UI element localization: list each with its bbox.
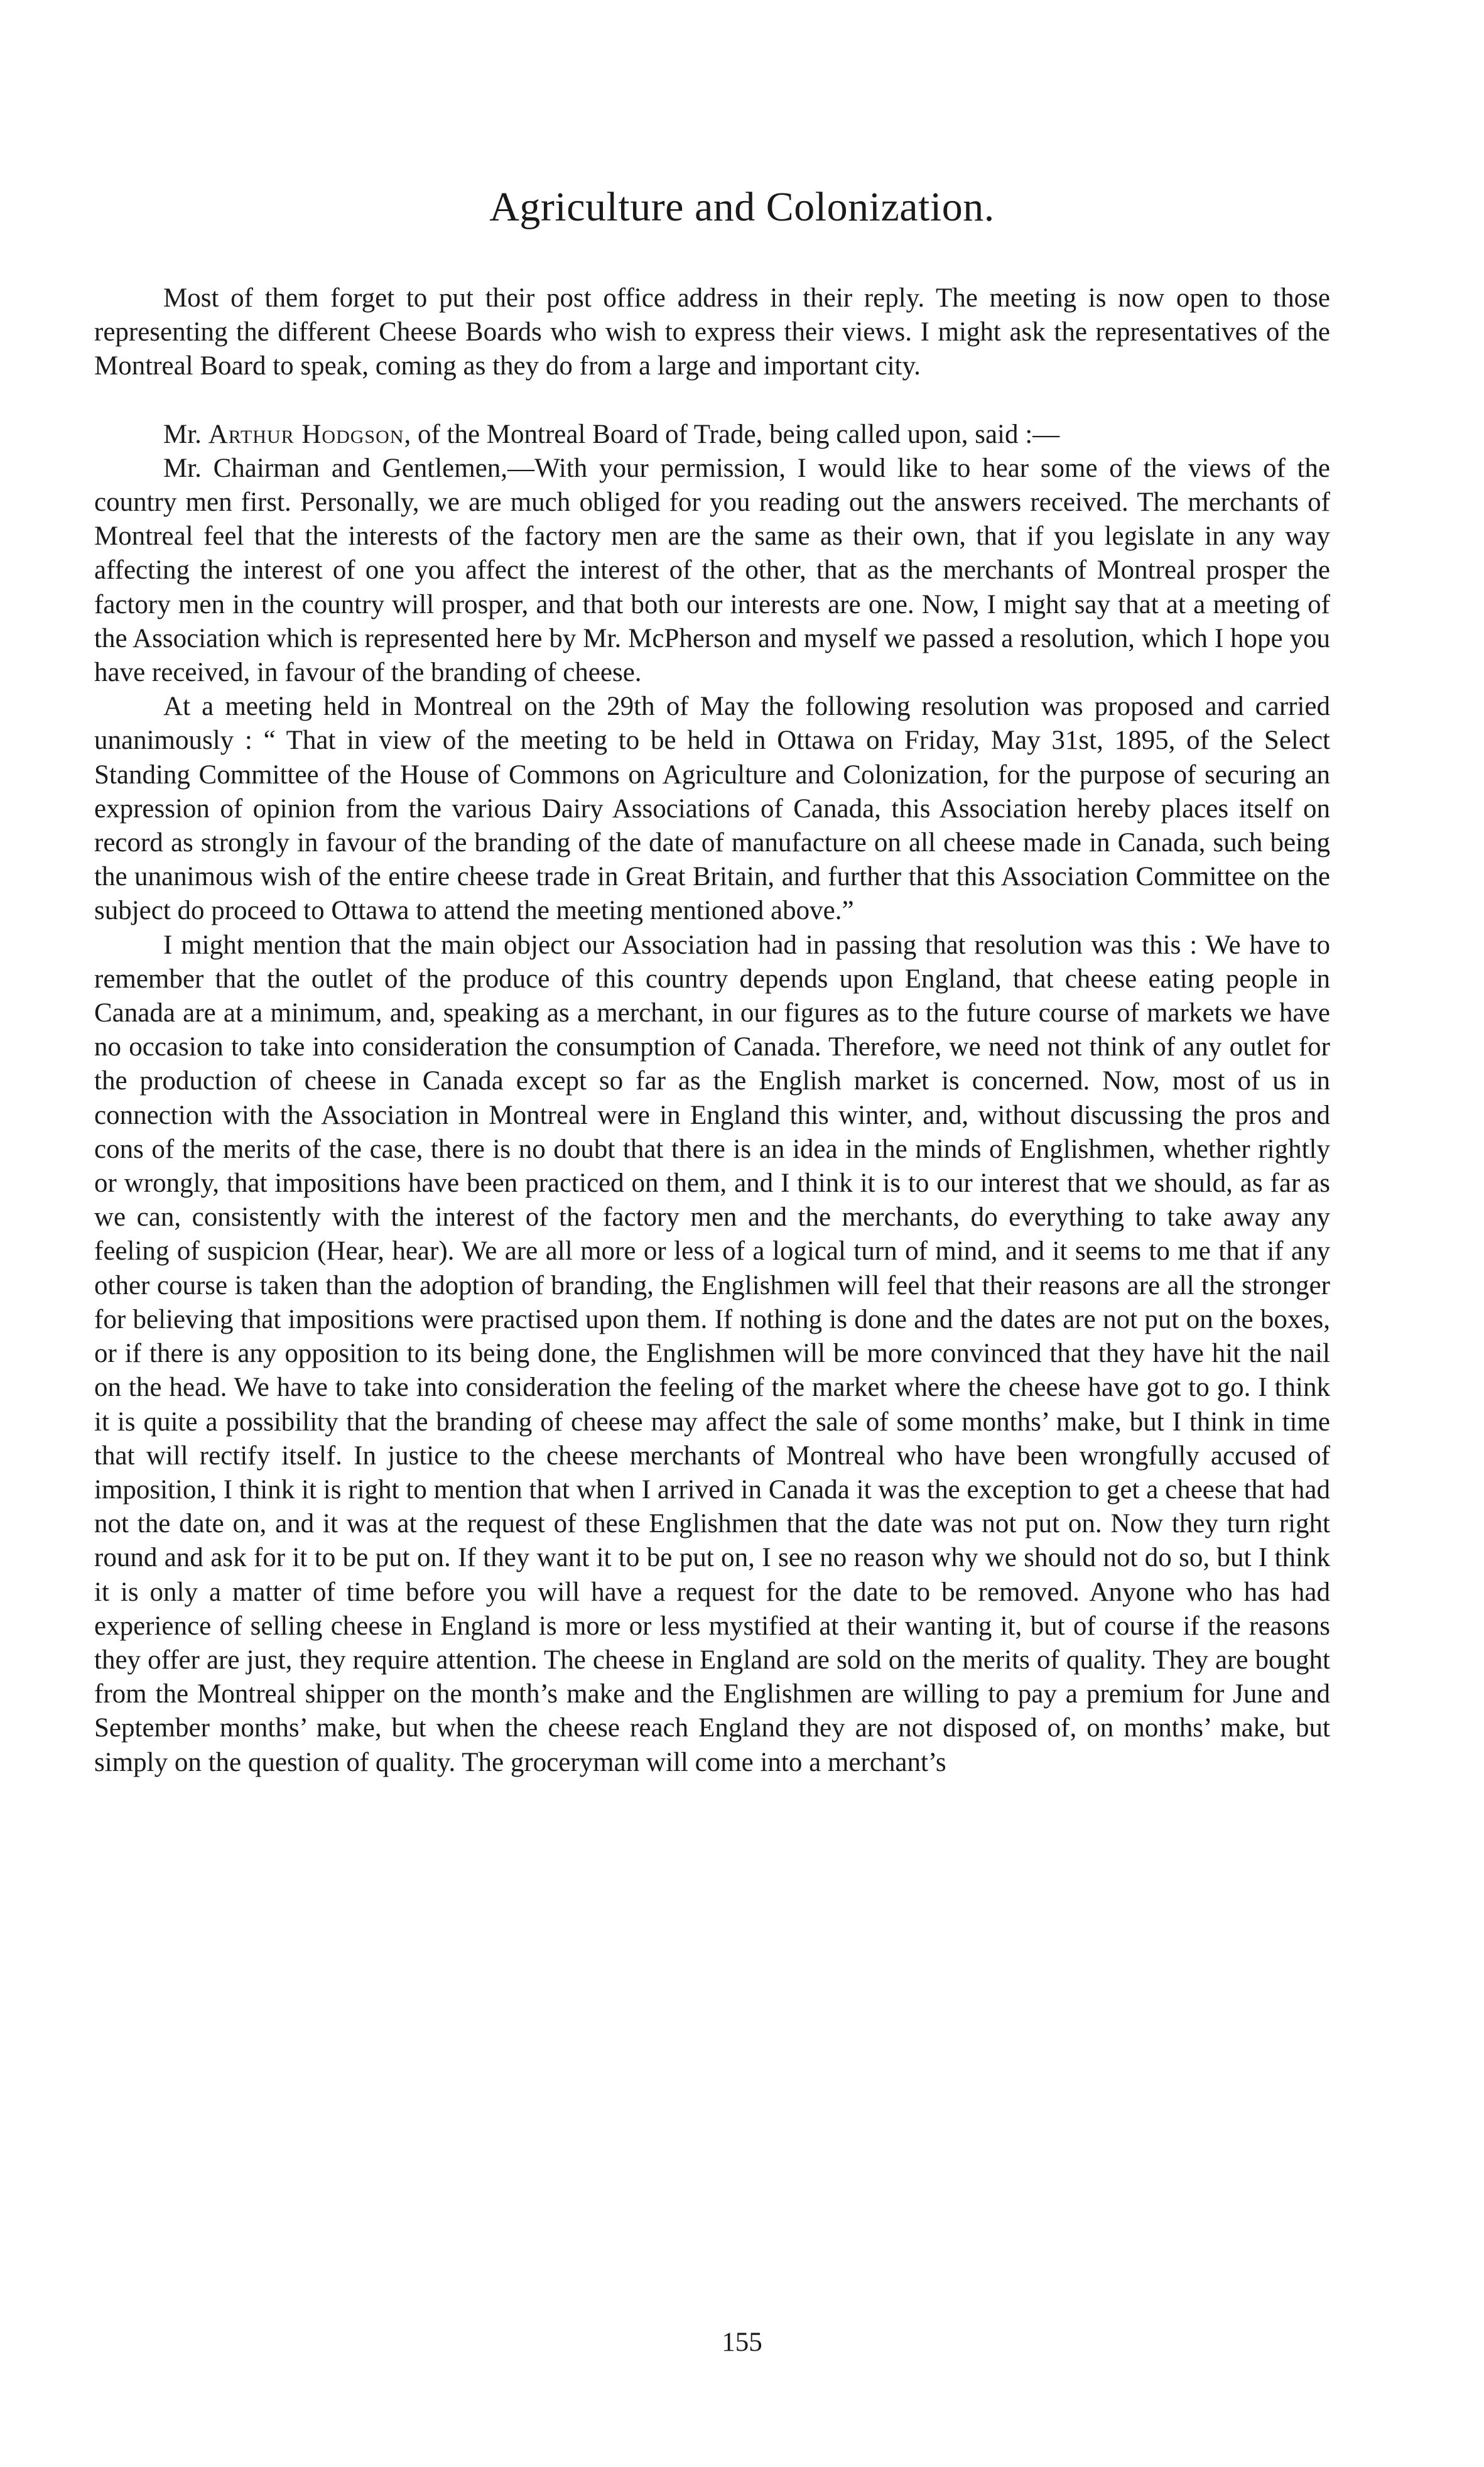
resolution-paragraph: At a meeting held in Montreal on the 29th of May the following resolution was proposed and carried unanimously : “ That in view of the meeting to be held in Ottawa on Friday, May 31st, 1895, of the Select Standing Committee of the House of Commons on Agriculture and Colonization, for the purpose of securing an expression of opinion from the various Dairy Associations of Canada, this Association hereby places itself on record as strongly in favour of the branding of the date of manufacture on all cheese made in Canada, such being the unanimous wish of the entire cheese trade in Great Britain, and further that this Association Committee on the subject do proceed to Ottawa to attend the meeting mentioned above.” [94, 692, 1330, 926]
page-title: Agriculture and Colonization. [489, 184, 995, 230]
speaker-name: Arthur Hodgson [208, 419, 404, 449]
speaker-introduction [94, 418, 1330, 452]
speech-paragraph: Mr. Chairman and Gentlemen,—With your permission, I would like to hear some of the views of the country men first. Personally, we are much obliged for you reading out the answers received. The merchants of Montreal feel that the interests of the factory men are the same as their own, that if you legislate in any way affecting the interest of one you affect the interest of the other, that as the merchants of Montreal prosper the factory men in the country will prosper, and that both our interests are one. Now, I might say that at a meeting of the Association which is represented here by Mr. McPherson and myself we passed a resolution, which I hope you have received, in favour of the branding of cheese. [94, 453, 1330, 688]
speaker-intro-rest: , of the Montreal Board of Trade, being called upon, said :— [404, 419, 1060, 449]
speaker-prefix: Mr. [163, 419, 209, 449]
body-text [94, 281, 1330, 1780]
page-number: 155 [722, 2328, 762, 2357]
speech-paragraph: I might mention that the main object our Association had in passing that resolution was this : We have to remember that the outlet of the produce of this country depends upon England, that cheese eating people in Canada are at a minimum, and, speaking as a merchant, in our figures as to the future course of markets we have no occasion to take into consideration the consumption of Canada. Therefore, we need not think of any outlet for the production of cheese in Canada except so far as the English market is concerned. Now, most of us in connection with the Association in Montreal were in England this winter, and, without discussing the pros and cons of the merits of the case, there is no doubt that there is an idea in the minds of Englishmen, whether rightly or wrongly, that impositions have been practiced on them, and I think it is to our interest that we should, as far as we can, consistently with the interest of the factory men and the merchants, do everything to take away any feeling of suspicion (Hear, hear). We are all more or less of a logical turn of mind, and it seems to me that if any other course is taken than the adoption of branding, the Englishmen will feel that their reasons are all the stronger for believing that impositions were practised upon them. If nothing is done and the dates are not put on the boxes, or if there is any opposition to its being done, the Englishmen will be more convinced that they have hit the nail on the head. We have to take into consideration the feeling of the market where the cheese have got to go. I think it is quite a possibility that the branding of cheese may affect the sale of some months’ make, but I think in time that will rectify itself. In justice to the cheese merchants of Montreal who have been wrongfully accused of imposition, I think it is right to mention that when I arrived in Canada it was the exception to get a cheese that had not the date on, and it was at the request of these Englishmen that the date was not put on. Now they turn right round and ask for it to be put on. If they want it to be put on, I see no reason why we should not do so, but I think it is only a matter of time before you will have a request for the date to be removed. Anyone who has had experience of selling cheese in England is more or less mystified at their wanting it, but of course if the reasons they offer are just, they require attention. The cheese in England are sold on the merits of quality. They are bought from the Montreal shipper on the month’s make and the Englishmen are willing to pay a premium for June and September months’ make, but when the cheese reach England they are not disposed of, on months’ make, but simply on the question of quality. The groceryman will come into a merchant’s [94, 930, 1330, 1777]
intro-paragraph: Most of them forget to put their post office address in their reply. The meeting is now open to those representing the different Cheese Boards who wish to express their views. I might ask the representatives of the Montreal Board to speak, coming as they do from a large and important city. [94, 283, 1330, 381]
